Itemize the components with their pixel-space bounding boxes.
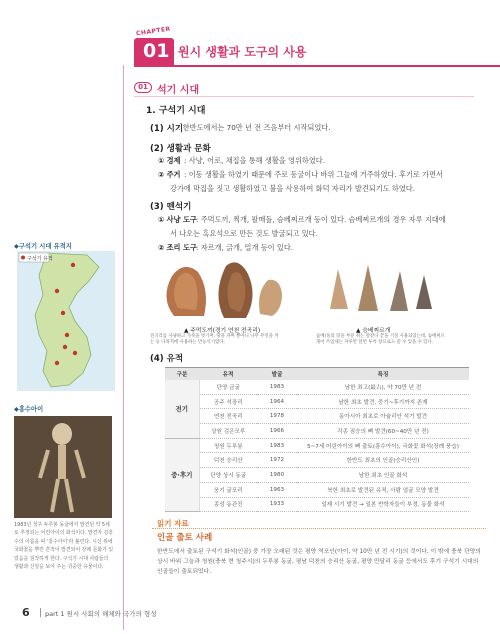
skeleton-description: 1983년 청주 두루봉 동굴에서 발견된 약 5세로 추정되는 어린아이의 화석이다. 발견자 김흥수의 이름을 따 '흥수아이'라 불린다. 시신 위에 국화꽃을 뿌린 흔적이 발견되어 장례 문화가 있었음을 짐작하게 한다. 구석기 시대 사람들의 생활과 신앙을 보여 주는 귀중한 유물이다.	[14, 522, 114, 571]
site-year: 1983	[257, 438, 297, 453]
p1-text: : 한반도에서는 70만 년 전 즈음부터 시작되었다.	[178, 123, 331, 132]
p2-1-label: ① 경제	[158, 156, 181, 165]
table-row	[165, 453, 469, 468]
site-name: 종성 동관진	[199, 497, 257, 512]
table-row	[165, 482, 469, 497]
site-name: 상원 검은모루	[199, 424, 257, 439]
group-middle-late: 중·후기	[165, 438, 199, 511]
sidebar-divider	[123, 65, 124, 630]
caption-hand-axe: ▲ 주먹도끼(경기 연천 전곡리)	[184, 328, 261, 334]
site-marker	[63, 345, 67, 349]
reading-tab: 읽기 자료	[157, 519, 189, 528]
p3-2-text: : 자르개, 긁개, 밀개 등이 있다.	[196, 243, 294, 252]
hand-axe-photo	[152, 258, 290, 320]
site-feature: 남한 최초 인골 화석	[297, 468, 469, 483]
site-map	[17, 251, 115, 391]
site-marker	[55, 361, 59, 365]
site-year: 1972	[257, 453, 297, 468]
col-header-type: 구분	[165, 368, 199, 380]
site-year: 1966	[257, 424, 297, 439]
caption-tanged-point-note-2: 게어 쓰임새는 자루만 달면 투척 창으로도 쓸 수 있을 수 있다.	[316, 340, 434, 345]
site-feature: 북한 최초로 발견된 유적, 사람 얼굴 모양 발견	[297, 482, 469, 497]
p3-label: (3) 뗀석기	[150, 202, 192, 212]
caption-tanged-point-note-1: 슴베(돌의 밑을 부분 쥐는 말같다 끝을 거칠 사용되었는데, 슴베찌르	[316, 334, 445, 339]
chapter-title: 원시 생활과 도구의 사용	[178, 45, 307, 59]
p3-1-label: ① 사냥 도구	[158, 215, 197, 224]
page-number: 6	[22, 606, 30, 619]
col-header-feature: 특징	[297, 368, 469, 380]
site-year: 1933	[257, 497, 297, 512]
site-name: 연천 전곡리	[199, 409, 257, 424]
map-legend-text: 구석기 유적	[27, 256, 53, 262]
site-year: 1964	[257, 394, 297, 409]
site-marker	[71, 263, 75, 267]
p1-label: (1) 시기	[150, 124, 184, 134]
reading-title: 인골 출토 사례	[157, 533, 213, 543]
sites-heading: (4) 유적	[150, 354, 184, 364]
site-name: 단양 금굴	[199, 380, 257, 395]
site-marker	[55, 289, 59, 293]
site-marker	[73, 351, 77, 355]
site-name: 웅기 굴포리	[199, 482, 257, 497]
p2-2-text-2: 강가에 막집을 짓고 생활하였고 불을 사용하여 화덕 자리가 발견되기도 하였다.	[170, 184, 416, 193]
site-name: 청원 두루봉	[199, 438, 257, 453]
site-feature: 남한 최고(最古), 약 70만 년 전	[297, 380, 469, 395]
caption-hand-axe-note-1: 전곡리를 사냥하고 가죽을 벗기며, 땅을 파며 뿐아니 나무 무엇을 켜	[150, 334, 279, 339]
site-year: 1980	[257, 468, 297, 483]
section-badge: 01	[134, 82, 152, 93]
chapter-label: CHAPTER	[135, 25, 172, 38]
site-marker	[65, 333, 69, 337]
site-year: 1983	[257, 380, 297, 395]
heungsu-child-photo	[14, 416, 112, 518]
p3-1-text-2: 서 나오는 흑요석으로 만든 것도 발굴되고 있다.	[170, 229, 318, 238]
site-feature: 동아시아 최초로 아슐리안 석기 발견	[297, 409, 469, 424]
col-header-year: 발굴	[257, 368, 297, 380]
section-rule	[134, 96, 474, 97]
site-feature: 한반도 최초의 인골(승리산인)	[297, 453, 469, 468]
col-header-site: 유적	[199, 368, 257, 380]
table-row	[165, 497, 469, 512]
footer-part-title: part 1 원시 사회의 해체와 국가의 형성	[45, 610, 157, 618]
table-row	[165, 438, 469, 453]
p2-1-text: : 사냥, 어로, 채집을 통해 생활을 영위하였다.	[184, 156, 326, 165]
site-feature: 5~7세 어린아이의 뼈 출토(흥수아이), 국화꽃 화석(장례 풍습)	[297, 438, 469, 453]
p3-2-label: ② 조리 도구	[158, 243, 197, 252]
site-marker	[61, 311, 65, 315]
site-year: 1978	[257, 409, 297, 424]
p2-2-text-1: : 이동 생활을 하였기 때문에 주로 동굴이나 바위 그늘에 거주하였다. 후기로 가면서	[184, 170, 443, 179]
section-title: 석기 시대	[157, 85, 200, 96]
p3-1-text-1: : 주먹도끼, 찍개, 팔매돌, 슴베찌르개 등이 있다. 슴베찌르개의 경우 자루 지대에	[196, 215, 446, 224]
site-feature: 남한 최초 발견, 중기~후기까지 존재	[297, 394, 469, 409]
heading-paleolithic: 1. 구석기 시대	[146, 106, 206, 116]
caption-hand-axe-note-2: 는 등 다목적에 사용하는 만능석기였다.	[150, 340, 225, 345]
caption-tanged-point: ▲ 슴베찌르개	[356, 328, 391, 334]
header-rule	[134, 65, 500, 67]
table-row	[165, 424, 469, 439]
footer-divider	[40, 608, 41, 617]
table-row	[165, 409, 469, 424]
tanged-point-photo	[320, 263, 435, 313]
table-header-row	[165, 368, 469, 380]
p2-2-label: ② 주거	[158, 170, 181, 179]
p2-label: (2) 생활과 문화	[150, 144, 211, 154]
table-row	[165, 468, 469, 483]
table-row	[165, 380, 469, 395]
site-name: 덕천 승리산	[199, 453, 257, 468]
site-feature: 각종 짐승의 뼈 발견(60~40만 년 전)	[297, 424, 469, 439]
skeleton-title: ◆흥수아이	[14, 406, 44, 413]
site-feature: 일제 시기 발견 → 일본 반학자들이 부정, 동물 화석	[297, 497, 469, 512]
chapter-number: 01	[143, 40, 170, 62]
group-early: 전기	[165, 380, 199, 439]
table-row	[165, 394, 469, 409]
sites-table	[165, 367, 469, 512]
map-title: ◆구석기 시대 유적지	[14, 243, 72, 250]
site-year: 1963	[257, 482, 297, 497]
reading-body: 한반도에서 출토된 구석기 화석(인골) 중 가장 오래된 것은 평양 역포인(아이, 약 10만 년 전 시기)의 것이다. 이 밖에 충북 단양의 상시 바위 그늘과 청원(충북 현 청주시)의 두루봉 동굴, 평남 덕천의 승리산 동굴, 평양 만달리 동굴 등에서도 후기 구석기 시대의 인골들이 출토되었다.	[157, 549, 481, 575]
site-name: 단양 상시 동굴	[199, 468, 257, 483]
site-name: 공주 석장리	[199, 394, 257, 409]
